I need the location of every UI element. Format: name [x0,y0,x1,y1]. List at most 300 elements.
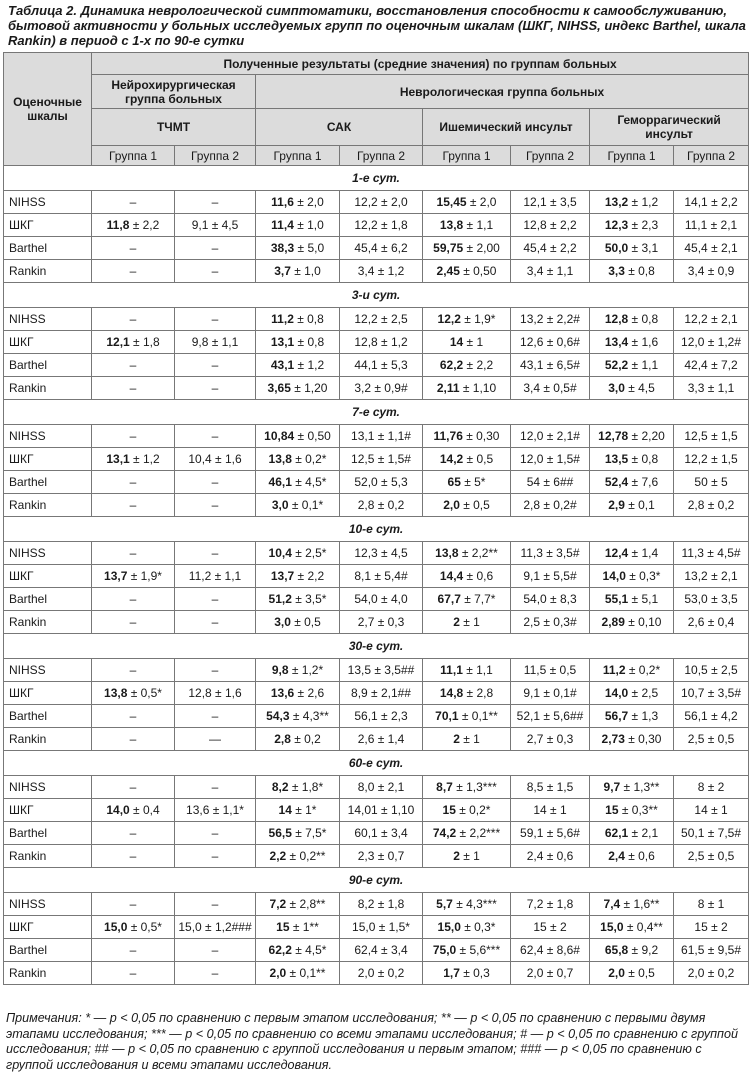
value-cell [92,845,175,868]
value-rest: ± 0,3** [618,803,658,817]
value-cell [511,354,590,377]
value-cell [423,799,511,822]
value-cell [340,893,423,916]
value-cell [92,799,175,822]
value-rest: ± 5,6*** [456,943,501,957]
value-bold: 14,0 [604,686,629,700]
value-bold: 15,45 [436,195,467,209]
value-cell [340,659,423,682]
value-cell [423,682,511,705]
table-row [4,214,749,237]
value-rest: ± 0,1 [624,498,655,512]
value-rest: ± 1,1 [462,663,493,677]
value-bold: 2,73 [601,732,625,746]
value-rest: ± 1,0 [290,264,321,278]
value-rest: 59,1 ± 5,6# [520,826,580,840]
scale-name: NIHSS [4,893,92,916]
value-bold: – [211,966,219,980]
value-bold: 11,2 [602,663,626,677]
value-cell [511,494,590,517]
value-rest: 13,5 ± 3,5## [347,663,415,677]
table-row [4,494,749,517]
value-cell [674,214,749,237]
value-bold: 11,8 [106,218,130,232]
value-rest: ± 0,1* [288,498,324,512]
scale-name: NIHSS [4,542,92,565]
value-rest: 44,1 ± 5,3 [354,358,408,372]
value-rest: ± 1,1 [463,218,494,232]
value-cell [256,260,340,283]
value-rest: 2,0 ± 0,7 [526,966,574,980]
value-cell [511,425,590,448]
value-rest: 13,6 ± 1,1* [186,803,244,817]
value-rest: 12,2 ± 1,8 [354,218,408,232]
value-rest: ± 0,2* [625,663,661,677]
value-cell [92,214,175,237]
value-cell [175,542,256,565]
value-cell [590,776,674,799]
value-cell [674,611,749,634]
value-rest: ± 0,4 [129,803,160,817]
value-cell [674,845,749,868]
value-rest: 14 ± 1 [533,803,567,817]
value-rest: 61,5 ± 9,5# [681,943,742,957]
value-cell [590,939,674,962]
value-bold: 10,4 [268,546,292,560]
value-bold: – [129,592,137,606]
value-bold: 9,7 [603,780,621,794]
value-cell [92,542,175,565]
value-cell [340,845,423,868]
value-bold: – [129,663,137,677]
value-rest: ± 0,5 [463,452,494,466]
value-cell [256,331,340,354]
value-cell [92,916,175,939]
value-cell [590,611,674,634]
value-bold: 11,6 [271,195,294,209]
header-neurological-group: Неврологическая группа больных [256,75,749,109]
value-rest: 9,1 ± 5,5# [523,569,577,583]
value-cell [256,377,340,400]
value-rest: 15,0 ± 1,5* [352,920,410,934]
table-row [4,611,749,634]
value-cell [511,659,590,682]
value-cell [511,705,590,728]
value-rest: 9,1 ± 0,1# [523,686,577,700]
value-cell [674,308,749,331]
value-rest: 56,1 ± 4,2 [684,709,738,723]
value-rest: 45,4 ± 2,2 [523,241,577,255]
value-rest: ± 1,1 [628,358,659,372]
value-cell [256,776,340,799]
table-header [4,53,749,166]
value-rest: ± 2,1 [628,826,659,840]
value-cell [590,588,674,611]
value-cell [674,822,749,845]
value-bold: 9,8 [271,663,289,677]
value-rest: ± 1,10 [459,381,497,395]
table-row [4,776,749,799]
value-rest: ± 1,2 [628,195,659,209]
value-cell [175,331,256,354]
value-rest: ± 0,5* [127,920,162,934]
value-rest: 12,2 ± 2,5 [354,312,408,326]
value-cell [340,260,423,283]
value-rest: 3,4 ± 0,9 [687,264,735,278]
value-cell [674,494,749,517]
value-bold: 13,7 [104,569,128,583]
value-cell [511,377,590,400]
value-rest: 2,0 ± 0,2 [687,966,735,980]
value-rest: 14,1 ± 2,2 [684,195,738,209]
scale-name: Rankin [4,377,92,400]
value-cell [423,260,511,283]
value-rest: 10,7 ± 3,5# [681,686,742,700]
value-bold: 15 [276,920,290,934]
value-rest: ± 0,1** [458,709,498,723]
value-cell [423,916,511,939]
value-cell [423,237,511,260]
value-rest: ± 4,5 [624,381,655,395]
value-bold: – [129,264,137,278]
header-group-1: Группа 1 [92,146,175,166]
value-bold: 14,4 [439,569,464,583]
table-row [4,845,749,868]
value-rest: 2,3 ± 0,7 [357,849,405,863]
value-rest: ± 1,8 [129,335,160,349]
value-rest: ± 0,30 [462,429,500,443]
value-rest: ± 0,2** [286,849,326,863]
value-cell [423,962,511,985]
value-bold: 13,1 [270,335,295,349]
value-bold: 3,0 [274,615,291,629]
value-bold: – [129,358,137,372]
value-rest: 3,4 ± 1,2 [357,264,405,278]
value-cell [175,191,256,214]
value-cell [92,611,175,634]
value-bold: 14,8 [439,686,464,700]
table-row [4,939,749,962]
value-bold: 2 [453,849,460,863]
value-rest: 11,2 ± 1,1 [188,569,242,583]
value-cell [423,331,511,354]
value-cell [92,191,175,214]
value-cell [175,425,256,448]
value-bold: 3,65 [267,381,291,395]
value-bold: – [129,849,137,863]
value-cell [340,565,423,588]
value-rest: ± 2,2 [294,569,325,583]
value-rest: 2,4 ± 0,6 [526,849,574,863]
table-row [4,588,749,611]
value-rest: 62,4 ± 3,4 [354,943,408,957]
value-bold: 2,11 [436,381,460,395]
value-rest: ± 5,0 [294,241,325,255]
header-group-2: Группа 2 [340,146,423,166]
header-group-2: Группа 2 [674,146,749,166]
value-cell [423,494,511,517]
value-cell [256,494,340,517]
value-cell [511,822,590,845]
value-cell [256,308,340,331]
value-cell [511,962,590,985]
value-bold: 75,0 [432,943,457,957]
value-bold: – [211,381,219,395]
scale-name: NIHSS [4,425,92,448]
value-rest: ± 1* [291,803,317,817]
value-cell [590,682,674,705]
value-cell [92,682,175,705]
value-cell [674,448,749,471]
value-cell [590,425,674,448]
scale-name: Rankin [4,962,92,985]
value-rest: ± 0,2* [291,452,327,466]
value-cell [340,331,423,354]
value-bold: 2,45 [436,264,460,278]
value-cell [511,799,590,822]
scale-name: Barthel [4,354,92,377]
value-bold: – [211,943,219,957]
value-rest: ± 0,1** [286,966,326,980]
value-rest: ± 1 [459,615,480,629]
value-cell [674,728,749,751]
value-bold: – [129,966,137,980]
value-rest: ± 1,6** [620,897,660,911]
value-cell [175,565,256,588]
value-cell [175,214,256,237]
value-bold: 43,1 [270,358,295,372]
value-cell [256,354,340,377]
value-rest: 62,4 ± 8,6# [520,943,580,957]
value-cell [92,565,175,588]
table-row [4,893,749,916]
value-cell [511,331,590,354]
value-cell [511,939,590,962]
header-ischemic-stroke: Ишемический инсульт [423,109,590,146]
value-cell [92,448,175,471]
scale-name: Barthel [4,822,92,845]
value-rest: 11,1 ± 2,1 [684,218,738,232]
value-cell [674,659,749,682]
value-rest: 3,3 ± 1,1 [687,381,735,395]
value-rest: 2,5 ± 0,5 [687,849,735,863]
value-cell [256,822,340,845]
value-cell [175,471,256,494]
value-bold: 11,76 [433,429,463,443]
header-scales: Оценочные шкалы [4,53,92,166]
table-row [4,331,749,354]
value-cell [256,565,340,588]
value-rest: ± 2,5 [628,686,659,700]
value-rest: 3,4 ± 0,5# [523,381,577,395]
value-bold: 55,1 [604,592,629,606]
value-cell [340,237,423,260]
value-rest: 9,1 ± 4,5 [191,218,239,232]
value-cell [674,565,749,588]
value-rest: ± 7,7* [460,592,496,606]
value-bold: 2,9 [608,498,625,512]
value-rest: 52,1 ± 5,6## [516,709,584,723]
value-bold: – [211,358,219,372]
value-cell [175,588,256,611]
value-bold: 62,2 [439,358,464,372]
scale-name: ШКГ [4,565,92,588]
value-cell [340,494,423,517]
value-cell [175,728,256,751]
value-cell [175,776,256,799]
value-bold: – [129,312,137,326]
value-rest: 3,2 ± 0,9# [354,381,408,395]
value-bold: – [211,546,219,560]
value-cell [423,939,511,962]
value-bold: – [211,592,219,606]
table-row [4,962,749,985]
value-bold: 13,2 [604,195,629,209]
value-cell [340,776,423,799]
value-bold: 13,7 [270,569,295,583]
value-bold: 62,1 [604,826,629,840]
value-rest: ± 0,3 [459,966,490,980]
value-bold: 13,8 [104,686,128,700]
value-cell [340,611,423,634]
value-bold: 12,1 [106,335,130,349]
value-bold: 12,3 [604,218,629,232]
value-rest: ± 0,8 [294,335,325,349]
value-cell [423,893,511,916]
value-cell [340,705,423,728]
header-group-1: Группа 1 [256,146,340,166]
value-rest: ± 0,3* [625,569,661,583]
value-cell [256,728,340,751]
value-cell [92,659,175,682]
period-label: 7-е сут. [4,400,749,425]
value-cell [674,377,749,400]
value-bold: – [211,780,219,794]
value-rest: 11,5 ± 0,5 [523,663,577,677]
value-cell [590,659,674,682]
value-rest: ± 5,1 [628,592,659,606]
value-cell [423,588,511,611]
value-bold: – [129,732,137,746]
value-bold: – [129,381,137,395]
value-rest: ± 2,00 [463,241,500,255]
value-cell [511,260,590,283]
value-bold: 52,4 [604,475,629,489]
period-row [4,751,749,776]
value-bold: 13,8 [439,218,464,232]
table-row [4,448,749,471]
value-cell [674,776,749,799]
value-bold: 59,75 [433,241,464,255]
value-rest: ± 3,1 [628,241,659,255]
value-cell [590,448,674,471]
value-rest: ± 5* [460,475,486,489]
value-bold: 11,1 [440,663,463,677]
value-rest: 2,7 ± 0,3 [526,732,574,746]
table-row [4,728,749,751]
table-notes: Примечания: * — p < 0,05 по сравнению с первым этапом исследования; ** — p < 0,05 по сравнению с первыми двумя этапами исследования; *** — p < 0,05 по сравнению со всеми этапами исследования; # — p < 0,05 по сравнению с группой исследования; ## — p < 0,05 по сравнению с группой исследования и первым этапом; ### — p < 0,05 по сравнению с группой исследования и всеми этапами исследования. [6,1011,738,1072]
period-label: 90-е сут. [4,868,749,893]
value-rest: ± 1,20 [290,381,328,395]
value-rest: 2,5 ± 0,3# [523,615,577,629]
value-rest: ± 2,2** [458,546,498,560]
table-row [4,705,749,728]
table-caption [8,3,748,48]
value-cell [340,728,423,751]
value-cell [256,962,340,985]
table-row [4,377,749,400]
value-rest: 54,0 ± 8,3 [523,592,577,606]
value-rest: 12,2 ± 2,0 [354,195,408,209]
value-bold: 8,2 [271,780,289,794]
value-rest: 11,3 ± 3,5# [520,546,580,560]
value-cell [340,799,423,822]
value-cell [674,962,749,985]
value-rest: 2,5 ± 0,5 [687,732,735,746]
value-bold: 15,0 [104,920,128,934]
value-cell [511,542,590,565]
period-label: 1-е сут. [4,166,749,191]
scale-name: ШКГ [4,331,92,354]
value-cell [590,237,674,260]
value-cell [674,191,749,214]
value-cell [674,916,749,939]
value-bold: – [211,475,219,489]
table-row [4,471,749,494]
value-rest: ± 1,2* [288,663,324,677]
value-cell [340,191,423,214]
value-cell [590,354,674,377]
value-rest: ± 3,5* [291,592,327,606]
header-tchmt: ТЧМТ [92,109,256,146]
scale-name: Barthel [4,939,92,962]
value-bold: 62,2 [268,943,292,957]
value-cell [590,331,674,354]
value-rest: ± 0,5 [459,498,490,512]
value-bold: – [129,709,137,723]
value-bold: – [129,429,137,443]
value-rest: ± 4,3** [289,709,329,723]
value-cell [175,822,256,845]
value-cell [590,214,674,237]
value-bold: 2,0 [269,966,287,980]
value-cell [590,916,674,939]
value-cell [340,916,423,939]
value-bold: 15,0 [600,920,624,934]
value-rest: 2,7 ± 0,3 [357,615,405,629]
value-cell [256,542,340,565]
value-rest: ± 0,2 [290,732,321,746]
value-cell [92,425,175,448]
value-rest: ± 2,5* [291,546,327,560]
value-rest: 3,4 ± 1,1 [526,264,574,278]
scale-name: ШКГ [4,682,92,705]
value-rest: 45,4 ± 6,2 [354,241,408,255]
value-cell [423,448,511,471]
value-cell [423,308,511,331]
scale-name: NIHSS [4,191,92,214]
value-cell [175,705,256,728]
value-rest: 10,4 ± 1,6 [188,452,242,466]
value-rest: 50 ± 5 [694,475,728,489]
value-bold: 54,3 [266,709,290,723]
scale-name: Rankin [4,611,92,634]
value-cell [256,611,340,634]
value-rest: 52,0 ± 5,3 [354,475,408,489]
value-rest: ± 1,9* [127,569,162,583]
value-rest: ± 1,8* [288,780,324,794]
value-rest: 8,9 ± 2,1## [351,686,411,700]
